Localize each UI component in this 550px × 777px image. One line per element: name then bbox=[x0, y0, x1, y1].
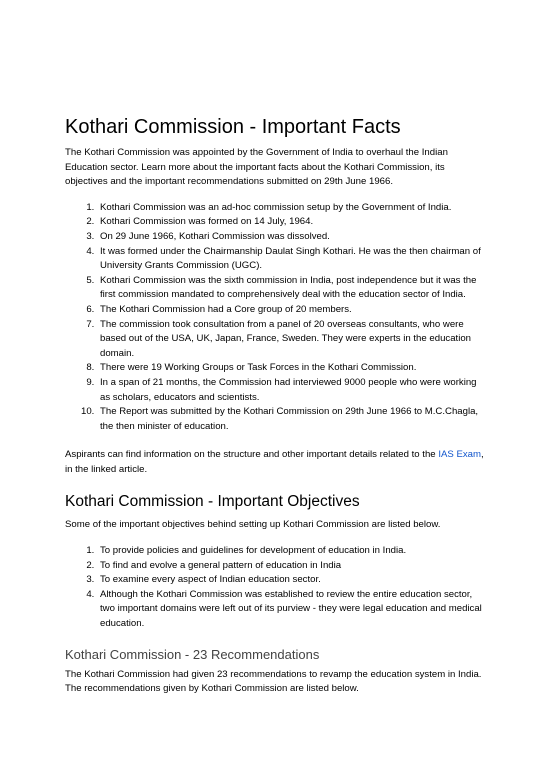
list-item: 2. Kothari Commission was formed on 14 July, 1964. bbox=[97, 215, 488, 230]
page-title: Kothari Commission - Important Facts bbox=[65, 116, 401, 138]
intro-paragraph: The Kothari Commission was appointed by the Government of India to overhaul the Indian Education sector. Learn more about the important facts about the Kothari Commission, its objectives and the important recommendations submitted on 29th June 1966. bbox=[65, 147, 448, 188]
recommendations-heading: Kothari Commission - 23 Recommendations bbox=[65, 646, 320, 662]
aspirants-text-before: Aspirants can find information on the structure and other important details related to the bbox=[65, 449, 439, 461]
list-item: 7. The commission took consultation from a panel of 20 overseas consultants, who were based out of the USA, UK, Japan, France, Sweden. They were experts in the education domain. bbox=[97, 318, 488, 362]
list-item: 1. To provide policies and guidelines for development of education in India. bbox=[97, 544, 488, 559]
list-item: 4. It was formed under the Chairmanship Daulat Singh Kothari. He was the then chairman of University Grants Commission (UGC). bbox=[97, 245, 488, 274]
list-item: 4. Although the Kothari Commission was established to review the entire education sector, two important domains were left out of its purview - they were legal education and medical education. bbox=[97, 588, 488, 632]
list-item: 10. The Report was submitted by the Kothari Commission on 29th June 1966 to M.C.Chagla, the then minister of education. bbox=[97, 405, 488, 434]
recommendations-intro: The Kothari Commission had given 23 recommendations to revamp the education system in India. The recommendations given by Kothari Commission are listed below. bbox=[65, 668, 482, 695]
list-item: 8. There were 19 Working Groups or Task Forces in the Kothari Commission. bbox=[97, 361, 488, 376]
list-item: 3. On 29 June 1966, Kothari Commission was dissolved. bbox=[97, 230, 488, 245]
list-item: 9. In a span of 21 months, the Commission had interviewed 9000 people who were working as scholars, educators and scientists. bbox=[97, 376, 488, 405]
aspirants-text-after: , in the linked article. bbox=[65, 449, 484, 475]
objectives-intro: Some of the important objectives behind setting up Kothari Commission are listed below. bbox=[65, 519, 441, 531]
list-item: 6. The Kothari Commission had a Core group of 20 members. bbox=[97, 303, 488, 318]
list-item: 1. Kothari Commission was an ad-hoc commission setup by the Government of India. bbox=[97, 201, 488, 216]
objectives-list bbox=[65, 544, 488, 632]
list-item: 3. To examine every aspect of Indian education sector. bbox=[97, 573, 488, 588]
aspirants-paragraph bbox=[65, 448, 488, 477]
facts-list bbox=[65, 201, 488, 435]
ias-exam-link[interactable]: IAS Exam bbox=[438, 449, 481, 461]
objectives-heading: Kothari Commission - Important Objectives bbox=[65, 493, 360, 511]
list-item: 5. Kothari Commission was the sixth commission in India, post independence but it was the first commission mandated to comprehensively deal with the education sector of India. bbox=[97, 274, 488, 303]
list-item: 2. To find and evolve a general pattern of education in India bbox=[97, 559, 488, 574]
